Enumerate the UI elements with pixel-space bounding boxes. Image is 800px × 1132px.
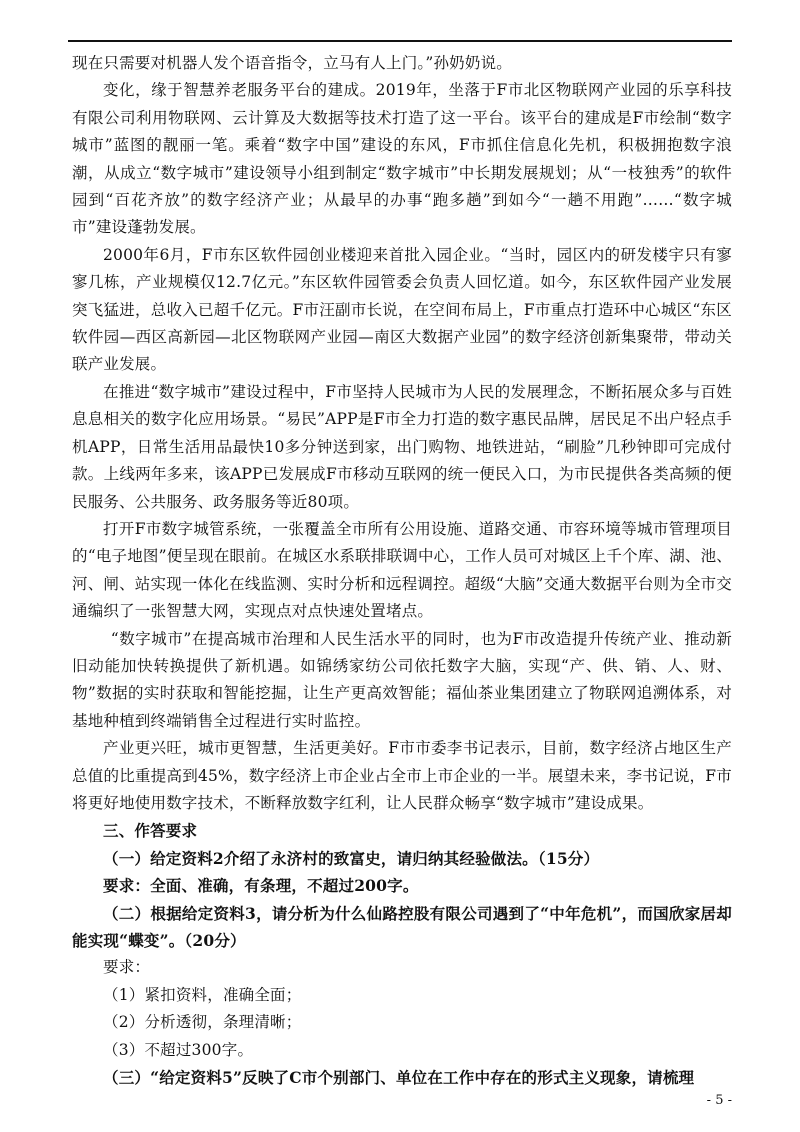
paragraph-continued: 现在只需要对机器人发个语音指令，立马有人上门。”孙奶奶说。	[72, 54, 512, 72]
question-2-requirements-list	[72, 982, 732, 1064]
question-2: （二）根据给定资料3，请分析为什么仙路控股有限公司遇到了“中年危机”，而国欣家居却能实现“蝶变”。（20分）	[72, 903, 732, 950]
requirement-item: （1）紧扣资料，准确全面；	[103, 985, 302, 1004]
question-3: （三）“给定资料5”反映了C市个别部门、单位在工作中存在的形式主义现象，请梳理	[103, 1068, 695, 1088]
question-1: （一）给定资料2介绍了永济村的致富史，请归纳其经验做法。（15分）	[103, 848, 600, 868]
paragraph-outlook: 产业更兴旺，城市更智慧，生活更美好。F市市委李书记表示，目前，数字经济占地区生产总值的比重提高到45%，数字经济上市企业占全市上市企业的一半。展望未来，李书记说，F市将更好地使用数字技术，不断释放数字红利，让人民群众畅享“数字城市”建设成果。	[72, 739, 732, 812]
section-heading: 三、作答要求	[103, 821, 198, 841]
top-rule	[68, 40, 732, 42]
question-1-requirements: 要求：全面、准确，有条理，不超过200字。	[103, 876, 419, 896]
paragraph-industry: “数字城市”在提高城市治理和人民生活水平的同时，也为F市改造提升传统产业、推动新旧动能加快转换提供了新机遇。如锦绣家纺公司依托数字大脑，实现“产、供、销、人、财、物”数据的实时获取和智能挖掘，让生产更高效智能；福仙茶业集团建立了物联网追溯体系，对基地种植到终端销售全过程进行实时监控。	[72, 629, 732, 730]
page-number: - 5 -	[706, 1093, 732, 1108]
document-body	[72, 50, 732, 1091]
paragraph-platform: 变化，缘于智慧养老服务平台的建成。2019年，坐落于F市北区物联网产业园的乐享科技有限公司利用物联网、云计算及大数据等技术打造了这一平台。该平台的建成是F市绘制“数字城市”蓝图的靓丽一笔。乘着“数字中国”建设的东风，F市抓住信息化先机，积极拥抱数字浪潮，从成立“数字城市”建设领导小组到制定“数字城市”中长期发展规划；从“一枝独秀”的软件园到“百花齐放”的数字经济产业；从最早的办事“跑多趟”到如今“一趟不用跑”……“数字城市”建设蓬勃发展。	[72, 81, 732, 237]
paragraph-apps: 在推进“数字城市”建设过程中，F市坚持人民城市为人民的发展理念，不断拓展众多与百姓息息相关的数字化应用场景。“易民”APP是F市全力打造的数字惠民品牌，居民足不出户轻点手机APP，日常生活用品最快10多分钟送到家，出门购物、地铁进站，“刷脸”几秒钟即可完成付款。上线两年多来，该APP已发展成F市移动互联网的统一便民入口，为市民提供各类高频的便民服务、公共服务、政务服务等近80项。	[72, 382, 732, 511]
paragraph-software-park: 2000年6月，F市东区软件园创业楼迎来首批入园企业。“当时，园区内的研发楼宇只有寥寥几栋，产业规模仅12.7亿元。”东区软件园管委会负责人回忆道。如今，东区软件园产业发展突飞猛进，总收入已超千亿元。F市汪副市长说，在空间布局上，F市重点打造环中心城区“东区软件园—西区高新园—北区物联网产业园—南区大数据产业园”的数字经济创新集聚带，带动关联产业发展。	[72, 245, 732, 374]
requirement-item: （2）分析透彻，条理清晰；	[103, 1013, 302, 1032]
paragraph-city-management: 打开F市数字城管系统，一张覆盖全市所有公用设施、道路交通、市容环境等城市管理项目的“电子地图”便呈现在眼前。在城区水系联排联调中心，工作人员可对城区上千个库、湖、池、河、闸、站实现一体化在线监测、实时分析和远程调控。超级“大脑”交通大数据平台则为全市交通编织了一张智慧大网，实现点对点快速处置堵点。	[72, 519, 732, 621]
requirement-item: （3）不超过300字。	[103, 1040, 254, 1059]
question-2-requirements-title: 要求：	[103, 958, 151, 977]
